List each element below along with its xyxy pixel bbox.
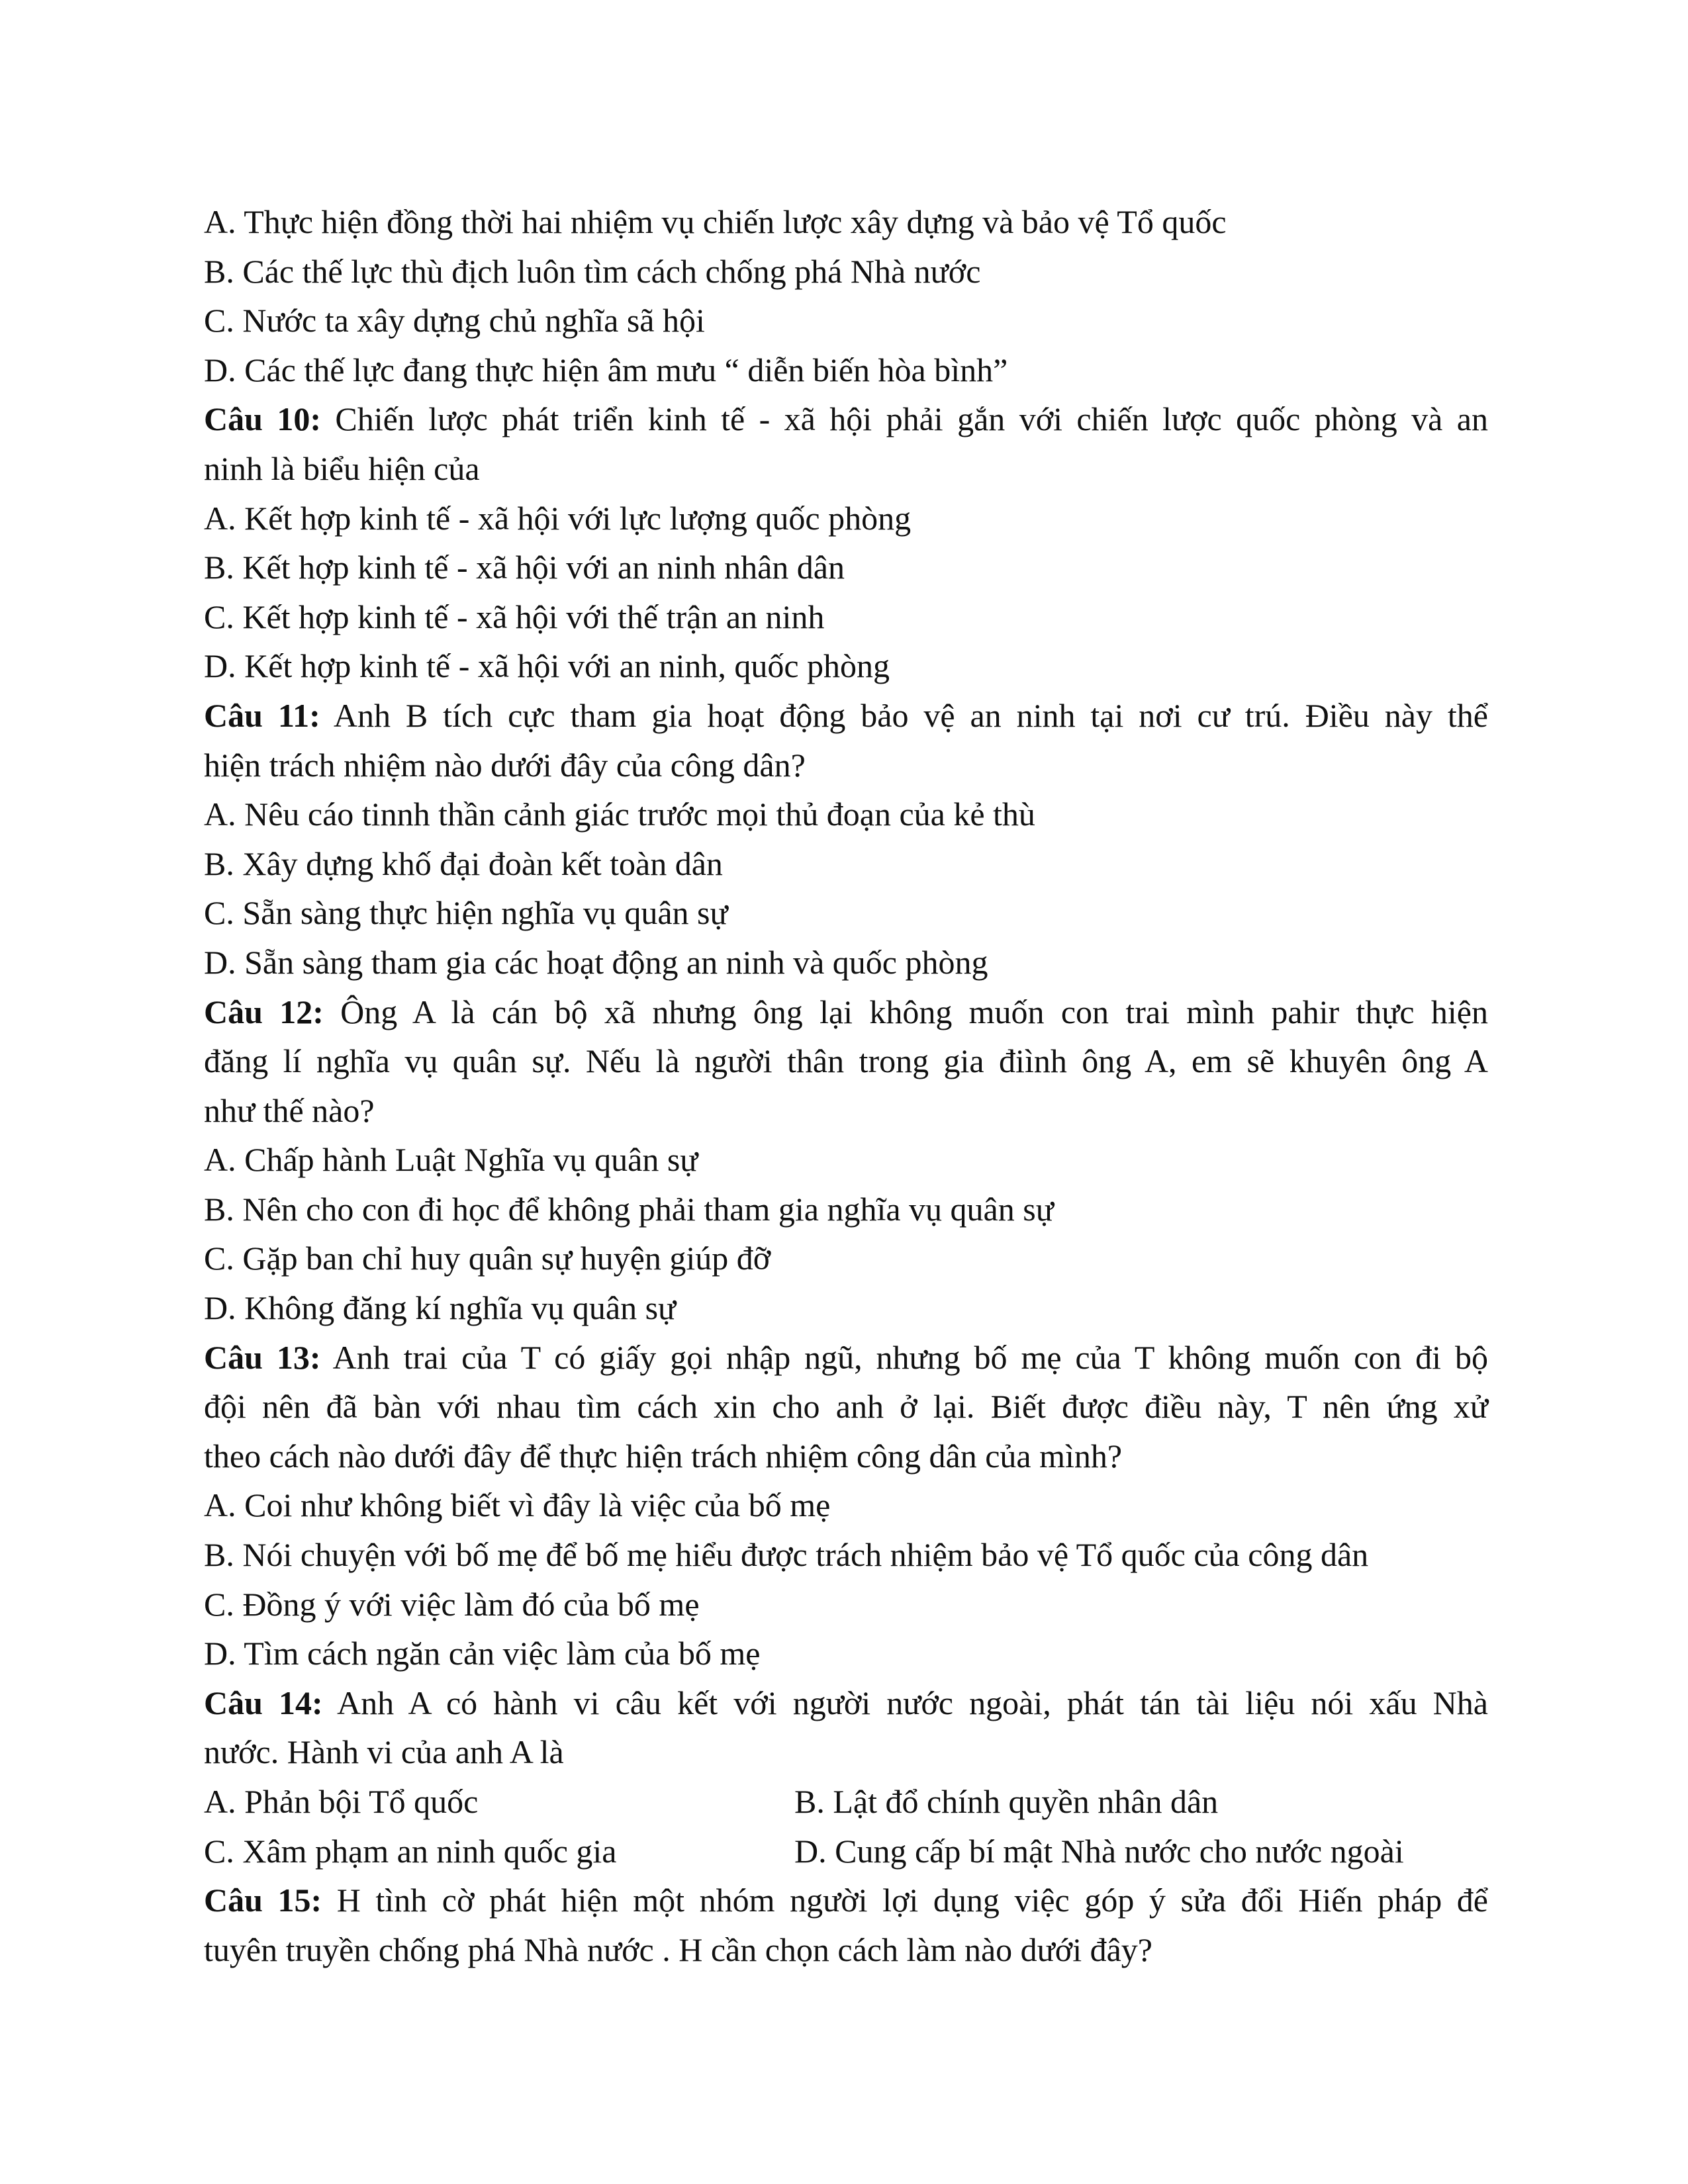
q14-text-1: Anh A có hành vi câu kết với người nước ngoài, phát tán tài liệu nói xấu Nhà: [322, 1684, 1488, 1721]
q12-stem-line-2: đăng lí nghĩa vụ quân sự. Nếu là người thân trong gia điình ông A, em sẽ khuyên ông A: [204, 1042, 1488, 1080]
q11-option-a: A. Nêu cáo tinnh thần cảnh giác trước mọi thủ đoạn của kẻ thù: [204, 796, 1035, 833]
q15-text-1: H tình cờ phát hiện một nhóm người lợi dụng việc góp ý sửa đổi Hiến pháp để: [322, 1882, 1488, 1919]
q10-label: Câu 10:: [204, 400, 321, 438]
q10-option-b: B. Kết hợp kinh tế - xã hội với an ninh nhân dân: [204, 549, 845, 586]
q13-option-a: A. Coi như không biết vì đây là việc của bố mẹ: [204, 1486, 831, 1524]
q13-text-1: Anh trai của T có giấy gọi nhập ngũ, nhưng bố mẹ của T không muốn con đi bộ: [320, 1338, 1488, 1376]
q14-stem-line-2: nước. Hành vi của anh A là: [204, 1733, 564, 1771]
q11-option-c: C. Sẵn sàng thực hiện nghĩa vụ quân sự: [204, 894, 728, 932]
document-page: [204, 197, 1488, 1974]
q12-stem-line-3: như thế nào?: [204, 1091, 375, 1129]
q14-option-d: D. Cung cấp bí mật Nhà nước cho nước ngoài: [794, 1832, 1404, 1870]
q11-stem-line-1: [204, 691, 1488, 741]
q13-option-d: D. Tìm cách ngăn cản việc làm của bố mẹ: [204, 1635, 761, 1672]
q13-stem-line-3: theo cách nào dưới đây để thực hiện trách nhiệm công dân của mình?: [204, 1437, 1123, 1475]
q15-stem-line-1: [204, 1876, 1488, 1925]
q12-option-b: B. Nên cho con đi học để không phải tham gia nghĩa vụ quân sự: [204, 1190, 1054, 1228]
q15-label: Câu 15:: [204, 1882, 322, 1919]
q14-label: Câu 14:: [204, 1684, 323, 1721]
q10-option-c: C. Kết hợp kinh tế - xã hội với thế trận an ninh: [204, 598, 825, 635]
q12-text-1: Ông A là cán bộ xã nhưng ông lại không muốn con trai mình pahir thực hiện: [323, 993, 1488, 1030]
q11-option-b: B. Xây dựng khố đại đoàn kết toàn dân: [204, 844, 723, 882]
q14-option-c: C. Xâm phạm an ninh quốc gia: [204, 1832, 617, 1870]
q15-stem-line-2: tuyên truyền chống phá Nhà nước . H cần chọn cách làm nào dưới đây?: [204, 1931, 1152, 1968]
q11-stem-line-2: hiện trách nhiệm nào dưới đây của công dân?: [204, 746, 806, 784]
q13-label: Câu 13:: [204, 1338, 321, 1376]
q12-option-c: C. Gặp ban chỉ huy quân sự huyện giúp đỡ: [204, 1240, 771, 1277]
q9-option-a: A. Thực hiện đồng thời hai nhiệm vụ chiến lược xây dựng và bảo vệ Tổ quốc: [204, 203, 1227, 240]
q12-option-d: D. Không đăng kí nghĩa vụ quân sự: [204, 1289, 677, 1327]
q10-text-1: Chiến lược phát triển kinh tế - xã hội phải gắn với chiến lược quốc phòng và an: [320, 400, 1488, 438]
q12-label: Câu 12:: [204, 993, 324, 1030]
q11-text-1: Anh B tích cực tham gia hoạt động bảo vệ an ninh tại nơi cư trú. Điều này thể: [320, 696, 1488, 734]
q10-option-d: D. Kết hợp kinh tế - xã hội với an ninh, quốc phòng: [204, 647, 890, 685]
q10-stem-line-2: ninh là biểu hiện của: [204, 449, 480, 487]
q9-option-b: B. Các thế lực thù địch luôn tìm cách chống phá Nhà nước: [204, 252, 981, 290]
q13-option-c: C. Đồng ý với việc làm đó của bố mẹ: [204, 1585, 700, 1623]
q14-stem-line-1: [204, 1678, 1488, 1728]
q14-option-a: A. Phản bội Tổ quốc: [204, 1783, 479, 1820]
q9-option-c: C. Nước ta xây dựng chủ nghĩa sã hội: [204, 302, 705, 340]
q10-option-a: A. Kết hợp kinh tế - xã hội với lực lượng quốc phòng: [204, 499, 912, 537]
q12-stem-line-1: [204, 987, 1488, 1037]
q12-option-a: A. Chấp hành Luật Nghĩa vụ quân sự: [204, 1141, 698, 1179]
q13-stem-line-1: [204, 1333, 1488, 1383]
q10-stem-line-1: [204, 394, 1488, 444]
q14-option-b: B. Lật đổ chính quyền nhân dân: [794, 1783, 1219, 1820]
q14-options-row-1: [204, 1777, 1488, 1827]
q11-option-d: D. Sẵn sàng tham gia các hoạt động an ninh và quốc phòng: [204, 943, 988, 981]
q14-options-row-2: [204, 1827, 1488, 1876]
q13-option-b: B. Nói chuyện với bố mẹ để bố mẹ hiểu được trách nhiệm bảo vệ Tổ quốc của công dân: [204, 1536, 1369, 1574]
q9-option-d: D. Các thế lực đang thực hiện âm mưu “ diễn biến hòa bình”: [204, 351, 1008, 388]
q13-stem-line-2: đội nên đã bàn với nhau tìm cách xin cho anh ở lại. Biết được điều này, T nên ứng xử: [204, 1388, 1488, 1426]
q11-label: Câu 11:: [204, 696, 320, 734]
